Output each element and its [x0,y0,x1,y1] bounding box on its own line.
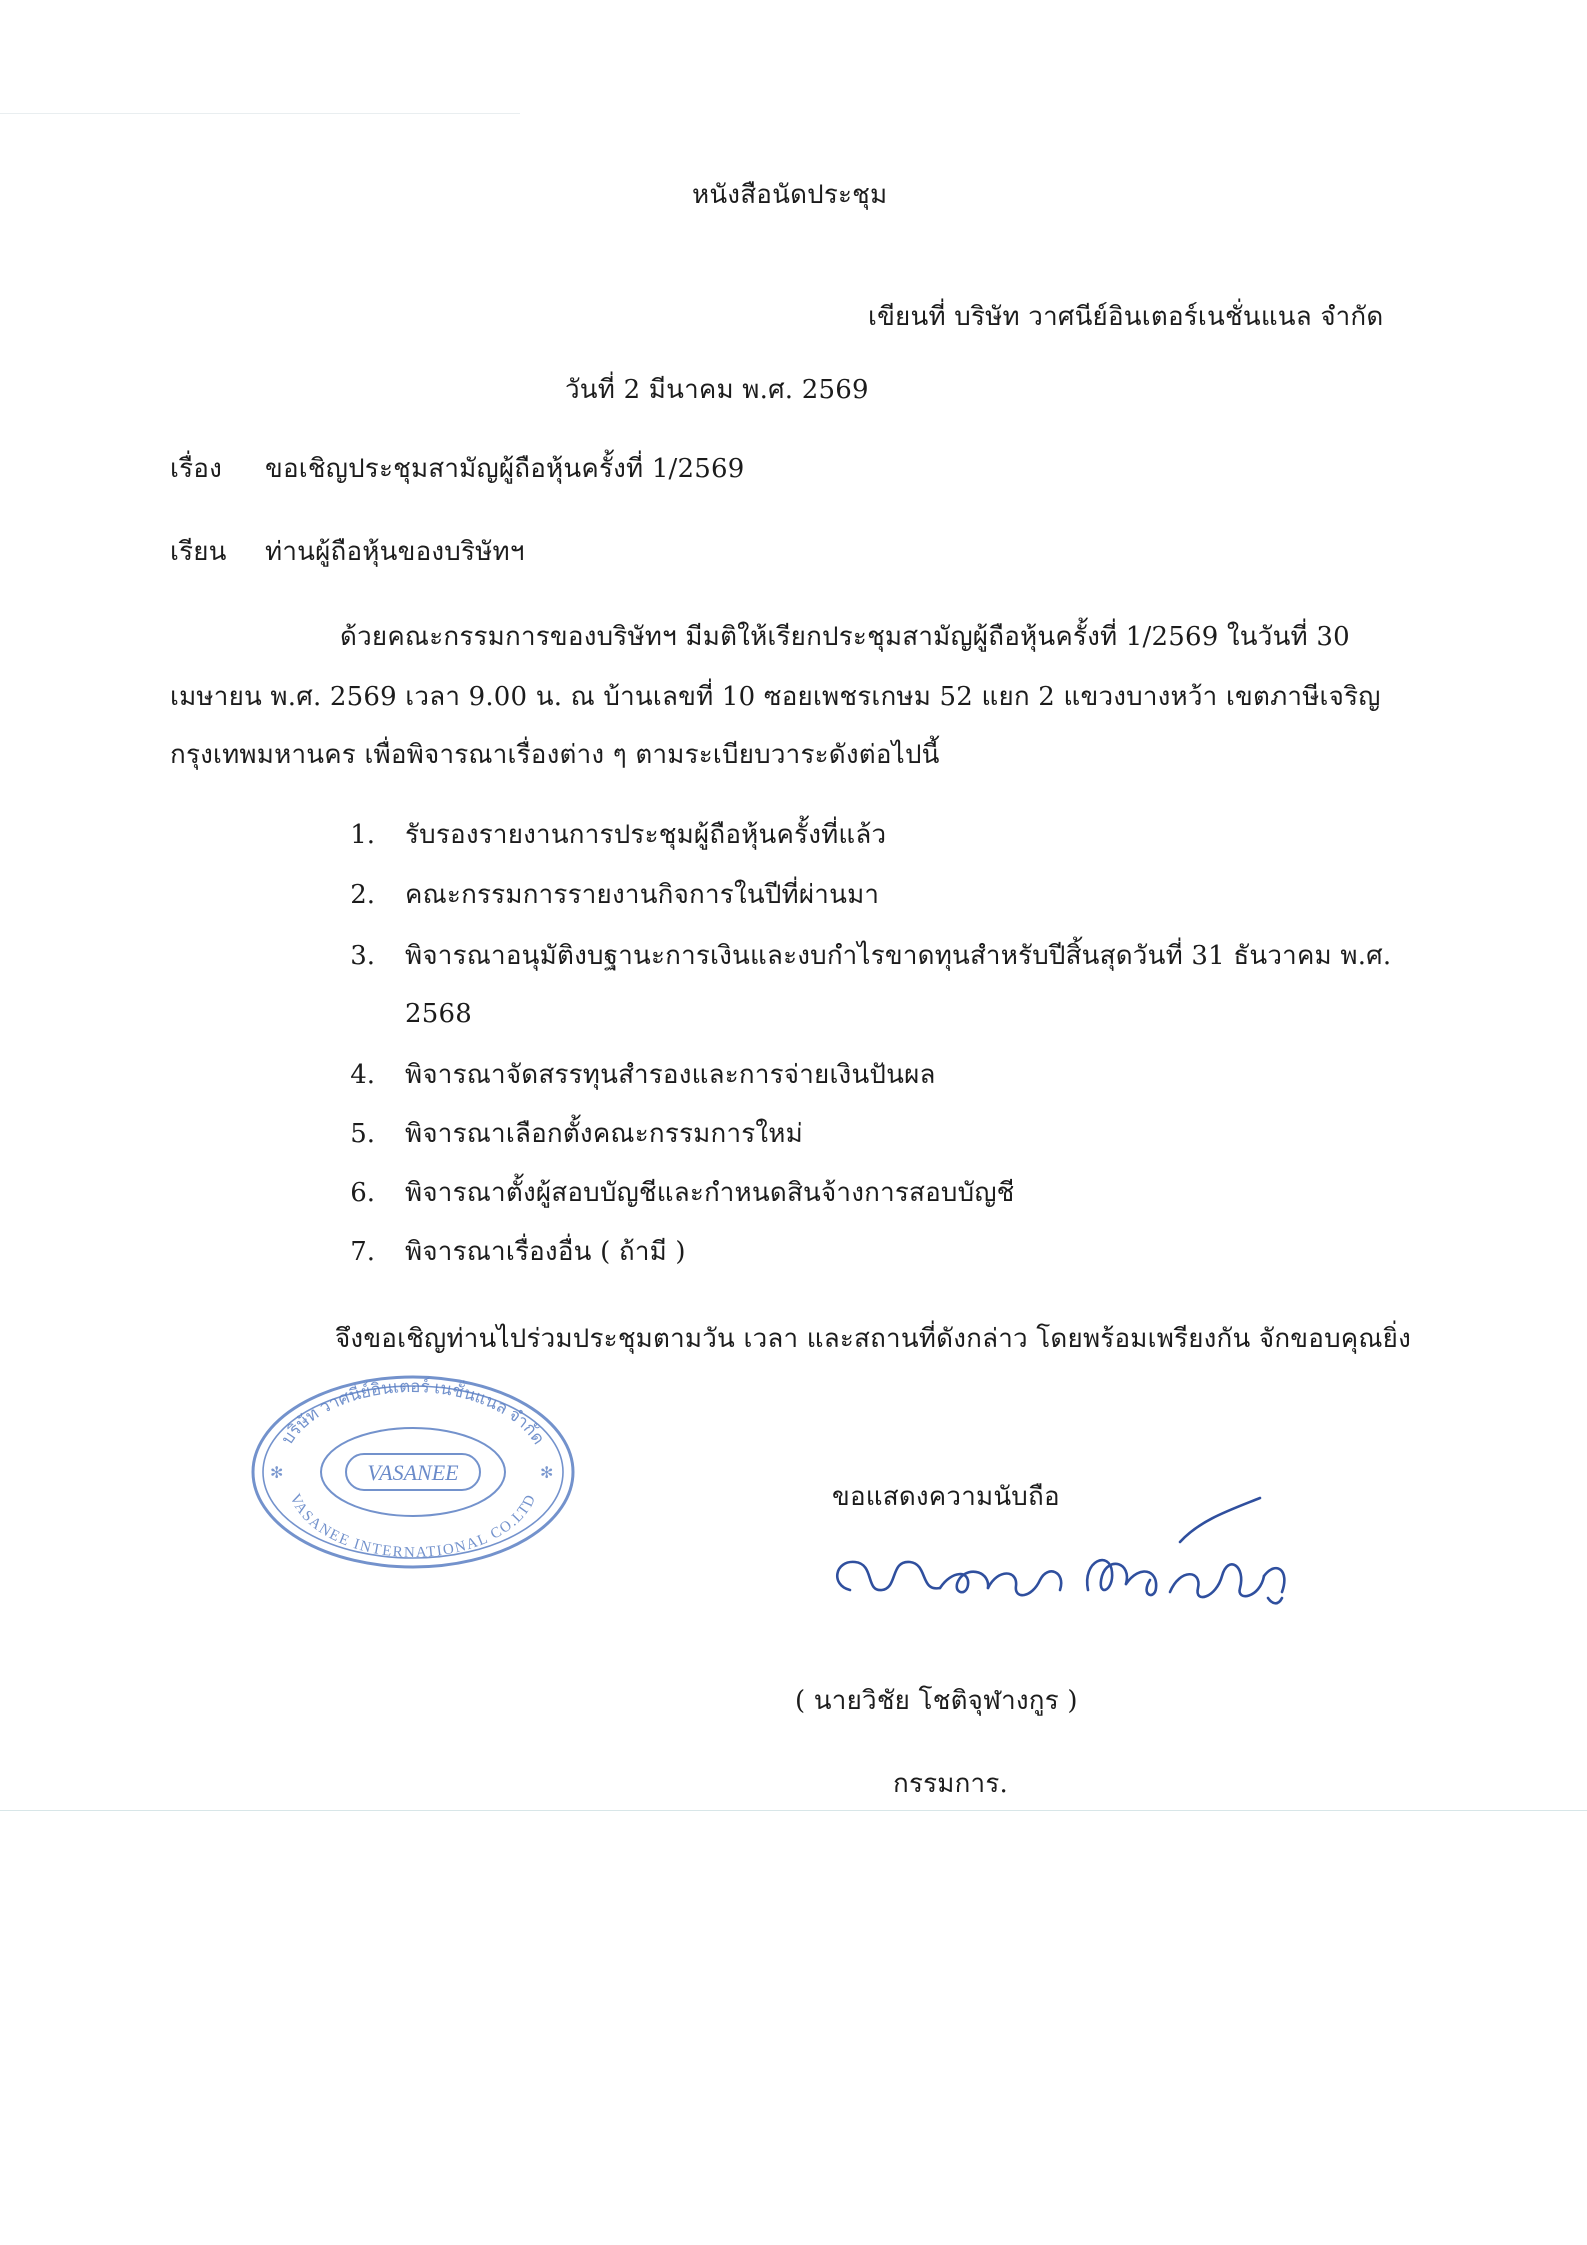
agenda-item-4-number: 4. [350,1060,375,1090]
svg-text:VASANEE INTERNATIONAL CO.LTD: VASANEE INTERNATIONAL CO.LTD [286,1491,540,1562]
closing-line: จึงขอเชิญท่านไปร่วมประชุมตามวัน เวลา และสถานที่ดังกล่าว โดยพร้อมเพรียงกัน จักขอบคุณยิ่ง [335,1324,1412,1354]
agenda-item-6-text: พิจารณาตั้งผู้สอบบัญชีและกำหนดสินจ้างการสอบบัญชี [405,1178,1015,1208]
subject-label: เรื่อง [170,454,222,484]
svg-text:✻: ✻ [540,1463,554,1482]
signature-scribble [820,1480,1340,1640]
scan-line-top [0,113,520,114]
agenda-item-3-number: 3. [350,941,375,971]
agenda-item-1-number: 1. [350,820,375,850]
signer-title: กรรมการ. [893,1769,1008,1799]
agenda-item-4-text: พิจารณาจัดสรรทุนสำรองและการจ่ายเงินปันผล [405,1060,936,1090]
agenda-item-6-number: 6. [350,1178,375,1208]
recipient-label: เรียน [170,537,227,567]
written-at-line: เขียนที่ บริษัท วาศนีย์อินเตอร์เนชั่นแนล จำกัด [868,302,1384,332]
scan-line-bottom [0,1810,1587,1811]
agenda-item-3-text: พิจารณาอนุมัติงบฐานะการเงินและงบกำไรขาดทุนสำหรับปีสิ้นสุดวันที่ 31 ธันวาคม พ.ศ. [405,941,1392,971]
body-line-2: เมษายน พ.ศ. 2569 เวลา 9.00 น. ณ บ้านเลขที่ 10 ซอยเพชรเกษม 52 แยก 2 แขวงบางหว้า เขตภาษีเจริญ [170,682,1381,712]
body-line-1: ด้วยคณะกรรมการของบริษัทฯ มีมติให้เรียกประชุมสามัญผู้ถือหุ้นครั้งที่ 1/2569 ในวันที่ 30 [340,622,1350,652]
agenda-item-1-text: รับรองรายงานการประชุมผู้ถือหุ้นครั้งที่แล้ว [405,820,887,850]
subject-text: ขอเชิญประชุมสามัญผู้ถือหุ้นครั้งที่ 1/2569 [265,454,745,484]
company-seal [248,1372,578,1572]
agenda-item-5-text: พิจารณาเลือกตั้งคณะกรรมการใหม่ [405,1119,803,1149]
svg-text:VASANEE: VASANEE [367,1460,459,1485]
body-line-3: กรุงเทพมหานคร เพื่อพิจารณาเรื่องต่าง ๆ ตามระเบียบวาระดังต่อไปนี้ [170,740,940,770]
agenda-item-3-continuation: 2568 [405,999,472,1029]
agenda-item-7-text: พิจารณาเรื่องอื่น ( ถ้ามี ) [405,1237,686,1267]
agenda-item-5-number: 5. [350,1119,375,1149]
agenda-item-2-text: คณะกรรมการรายงานกิจการในปีที่ผ่านมา [405,880,880,910]
svg-text:✻: ✻ [270,1463,284,1482]
agenda-item-7-number: 7. [350,1237,375,1267]
agenda-item-2-number: 2. [350,880,375,910]
regards-line: ขอแสดงความนับถือ [832,1482,1060,1512]
signer-name: ( นายวิชัย โชติจุฬางกูร ) [795,1686,1078,1716]
letter-date: วันที่ 2 มีนาคม พ.ศ. 2569 [565,375,869,405]
letter-title: หนังสือนัดประชุม [692,180,888,210]
svg-text:บริษัท วาศนีย์อินเตอร์ เนชั่นแ: บริษัท วาศนีย์อินเตอร์ เนชั่นแนล จำกัด [277,1376,549,1448]
recipient-text: ท่านผู้ถือหุ้นของบริษัทฯ [265,537,525,567]
